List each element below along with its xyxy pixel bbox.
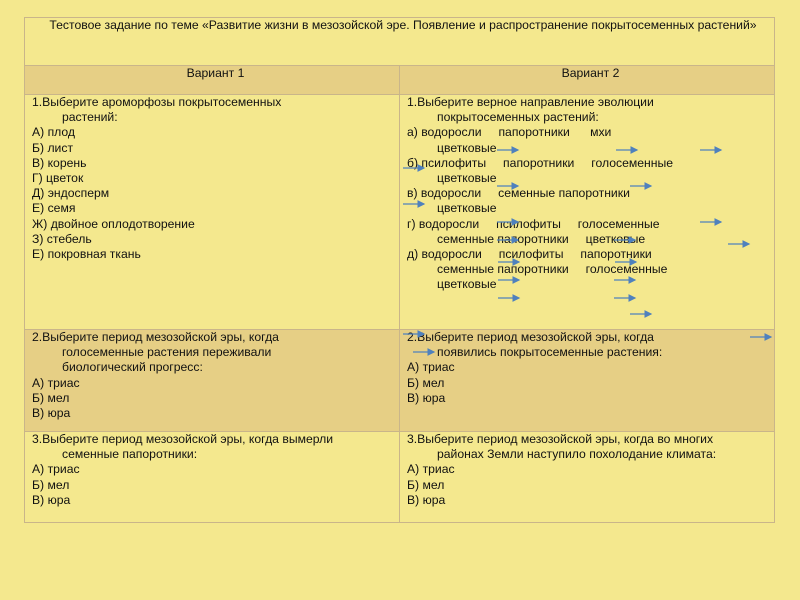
v2-q2-text-2: появились покрытосеменные растения: <box>437 345 663 360</box>
v1-q1-option: Е) покровная ткань <box>32 247 141 262</box>
v2-q3-option: А) триас <box>407 462 455 477</box>
v1-q3-option: В) юра <box>32 492 71 507</box>
v2-question-2 <box>400 330 775 432</box>
v2-q1-option-e-cont: семенные папоротники голосеменные <box>437 262 668 277</box>
v2-q1-option-a: а) водоросли папоротники мхи <box>407 125 612 140</box>
v2-q3-option: В) юра <box>407 492 446 507</box>
v1-q1-option: А) плод <box>32 125 76 140</box>
title-row <box>25 18 775 66</box>
v1-q3-text-1: 3.Выберите период мезозойской эры, когда вымерли <box>32 432 334 446</box>
v1-q2-text-1: 2.Выберите период мезозойской эры, когда <box>32 330 279 344</box>
question-2-row <box>25 330 775 432</box>
v1-q1-option: Д) эндосперм <box>32 186 110 201</box>
v1-q2-option: Б) мел <box>32 390 70 405</box>
v1-q1-text-2: растений: <box>62 110 118 125</box>
test-table <box>24 17 775 523</box>
v2-q1-text-2: покрытосеменных растений: <box>437 110 599 125</box>
v1-q1-option: Ж) двойное оплодотворение <box>32 216 195 231</box>
v2-q1-option-a-cont: цветковые <box>437 140 497 155</box>
v1-q2-text-2: голосеменные растения переживали <box>62 345 272 360</box>
v2-q2-option: Б) мел <box>407 375 445 390</box>
v2-q1-text-1: 1.Выберите верное направление эволюции <box>407 95 654 109</box>
v1-q1-option: В) корень <box>32 155 87 170</box>
v2-q1-option-b-cont: цветковые <box>437 171 497 186</box>
v2-q2-option: В) юра <box>407 390 446 405</box>
v2-question-1 <box>400 95 775 330</box>
v2-q1-option-d-cont: семенные папоротники цветковые <box>437 231 646 246</box>
v2-question-3 <box>400 432 775 523</box>
question-3-row <box>25 432 775 523</box>
variant-1-header: Вариант 1 <box>25 66 400 95</box>
v2-q3-text-2: районах Земли наступило похолодание климата: <box>437 447 717 462</box>
v1-question-2 <box>25 330 400 432</box>
v1-q3-option: А) триас <box>32 462 80 477</box>
v1-q2-option: А) триас <box>32 375 80 390</box>
header-row <box>25 66 775 95</box>
v1-q3-text-2: семенные папоротники: <box>62 447 198 462</box>
v2-q1-option-c: в) водоросли семенные папоротники <box>407 186 630 201</box>
v2-q1-option-c-cont: цветковые <box>437 201 497 216</box>
v2-q2-text-1: 2.Выберите период мезозойской эры, когда <box>407 330 654 344</box>
v2-q2-option: А) триас <box>407 360 455 375</box>
v1-q1-text-1: 1.Выберите ароморфозы покрытосеменных <box>32 95 282 109</box>
v1-q1-option: З) стебель <box>32 231 92 246</box>
v2-q1-option-e-cont2: цветковые <box>437 277 497 292</box>
v1-question-1 <box>25 95 400 330</box>
v1-question-3 <box>25 432 400 523</box>
v1-q3-option: Б) мел <box>32 477 70 492</box>
v2-q1-option-d: г) водоросли псилофиты голосеменные <box>407 216 660 231</box>
v1-q1-option: Б) лист <box>32 140 74 155</box>
question-1-row <box>25 95 775 330</box>
v2-q3-text-1: 3.Выберите период мезозойской эры, когда во многих <box>407 432 714 446</box>
v1-q2-option: В) юра <box>32 406 71 421</box>
v2-q3-option: Б) мел <box>407 477 445 492</box>
v1-q1-option: Г) цветок <box>32 171 84 186</box>
v1-q1-option: Е) семя <box>32 201 76 216</box>
v2-q1-option-b: б) псилофиты папоротники голосеменные <box>407 155 674 170</box>
v2-q1-option-e: д) водоросли псилофиты папоротники <box>407 247 652 262</box>
v1-q2-text-3: биологический прогресс: <box>62 360 203 375</box>
variant-2-header: Вариант 2 <box>400 66 775 95</box>
page-title: Тестовое задание по теме «Развитие жизни в мезозойской эре. Появление и распространение покрытосеменных растений» <box>25 18 775 66</box>
